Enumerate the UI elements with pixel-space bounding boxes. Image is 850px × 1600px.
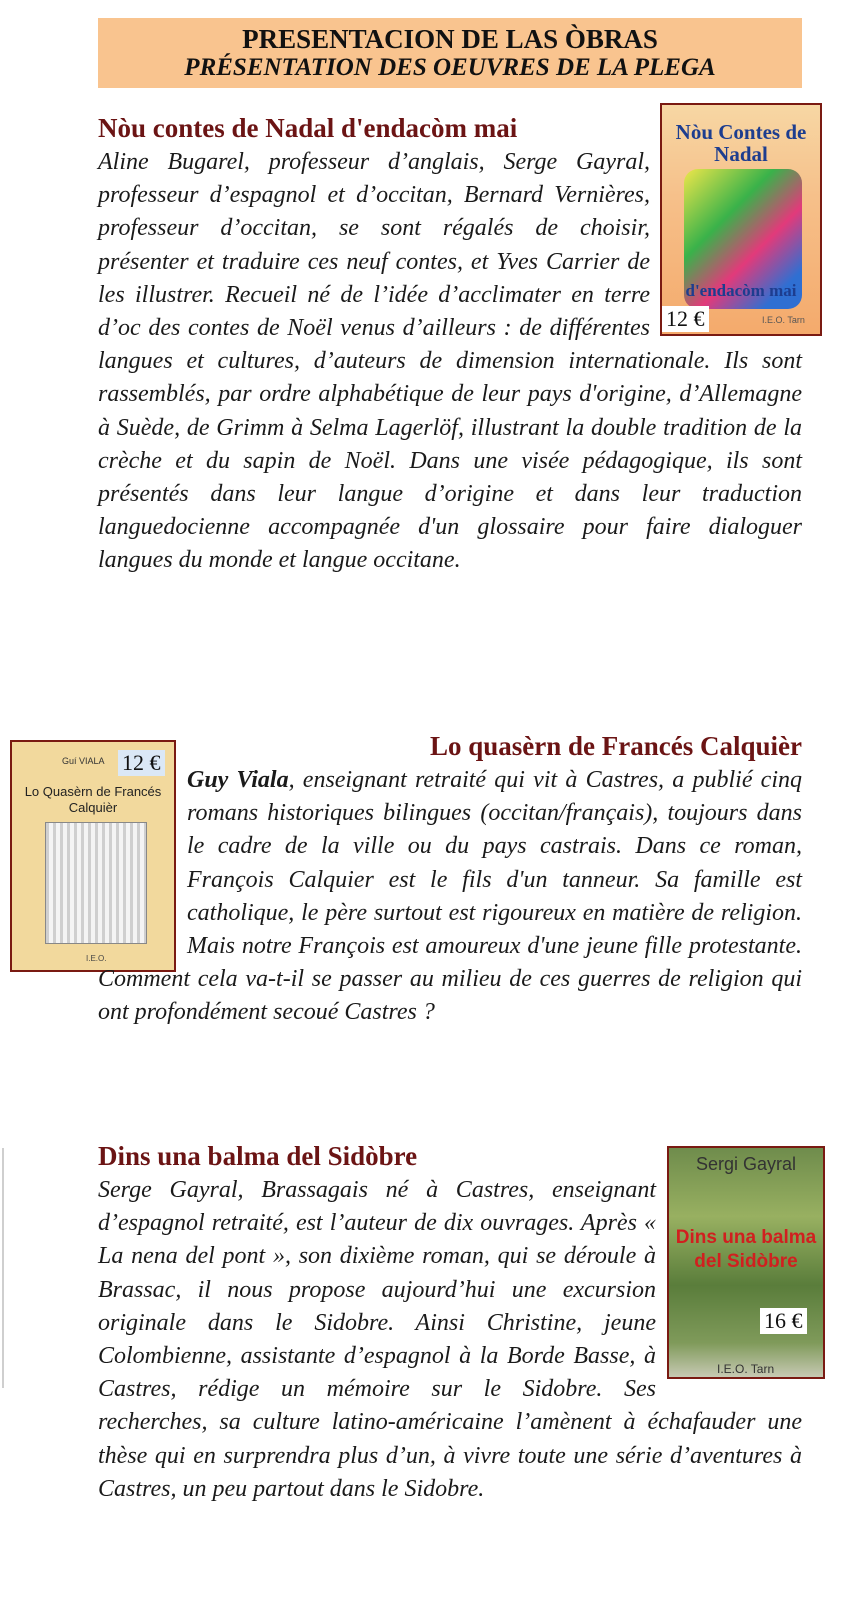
page-header: [98, 18, 802, 88]
book3-description-part2: recherches, sa culture latino-américaine l’amènent à échafauder une thèse qui en surprendra plus d’un, à vivre toute une série d’aventures à Castres, un peu partout dans le Sidobre.: [98, 1409, 802, 1502]
book1-description-part1: Aline Bugarel, professeur d’anglais, Serge Gayral, professeur d’espagnol et d’occitan, Bernard Vernières, professeur d’occitan, se sont régalés de choisir, présenter et traduire ces neuf contes, et Yves Carrier de les illustrer. Recueil né de l’idée d’acclimater en terre d’oc des contes de Noël venus d’ailleurs : de différentes: [98, 149, 650, 341]
header-title-occitan: PRESENTACION DE LAS ÒBRAS: [242, 24, 658, 54]
page-edge-divider: [2, 1148, 4, 1388]
book3-title: Dins una balma del Sidòbre: [98, 1141, 418, 1171]
book2-author: Guy Viala: [187, 767, 289, 793]
book1-description-part2: langues et cultures, d’auteurs de dimension internationale. Ils sont rassemblés, par ordre alphabétique de leur pays d'origine, d’Allemagne à Suède, de Grimm à Selma Lagerlöf, illustrant la double tradition de la crèche et du sapin de Noël. Dans une visée pédagogique, ils sont présentés dans leur langue d’origine et dans leur traduction languedocienne accompagnée d'un glossaire pour faire dialoguer langues du monde et langue occitane.: [98, 348, 802, 574]
book1-cover-subtitle: d'endacòm mai: [685, 281, 797, 300]
book1-title: Nòu contes de Nadal d'endacòm mai: [98, 113, 518, 143]
book3-cover-image: [667, 1146, 825, 1379]
book3-description-part1: Serge Gayral, Brassagais né à Castres, enseignant d’espagnol retraité, est l’auteur de dix ouvrages. Après « La nena del pont », son dixième roman, qui se déroule à Brassac, il nous propose aujourd’hui une excursion originale dans le Sidobre. Ainsi Christine, jeune Colombienne, assistante d’espagnol à la Borde Basse, à Castres, rédige un mémoire sur le Sidobre. Ses: [98, 1177, 656, 1403]
book3-cover-author: Sergi Gayral: [695, 1154, 797, 1174]
book3-price: 16 €: [760, 1308, 807, 1334]
book2-price: 12 €: [118, 750, 165, 776]
book1-price: 12 €: [662, 306, 709, 332]
book2-title: Lo quasèrn de Francés Calquièr: [429, 731, 802, 761]
book2-cover-author: Guí VIALA: [62, 756, 105, 766]
book2-description-part2: Comment cela va-t-il se passer au milieu de ces guerres de religion qui ont profondément secoué Castres ?: [98, 966, 802, 1026]
book2-description-part1: Guy Viala, enseignant retraité qui vit à Castres, a publié cinq romans historiques bilingues (occitan/français), toujours dans le cadre de la ville ou du pays castrais. Dans ce roman, François Calquier est le fils d'un tanneur. Sa famille est catholique, le père surtout est rigoureux en matière de religion. Mais notre François est amoureux d'une jeune fille protestante.: [187, 767, 803, 959]
header-title-french: PRÉSENTATION DES OEUVRES DE LA PLEGA: [184, 54, 716, 81]
book2-cover-illustration: [45, 822, 147, 944]
book3-cover-publisher: I.E.O. Tarn: [717, 1362, 775, 1376]
book1-cover-publisher: I.E.O. Tarn: [762, 315, 805, 325]
book1-cover-image: [660, 103, 822, 336]
book2-cover-title: Lo Quasèrn de Francés Calquièr: [24, 784, 162, 815]
book3-cover-title: Dins una balma del Sidòbre: [675, 1227, 817, 1272]
book1-cover-title: Nòu Contes de Nadal: [675, 120, 807, 166]
book2-cover-publisher: I.E.O.: [86, 954, 107, 963]
